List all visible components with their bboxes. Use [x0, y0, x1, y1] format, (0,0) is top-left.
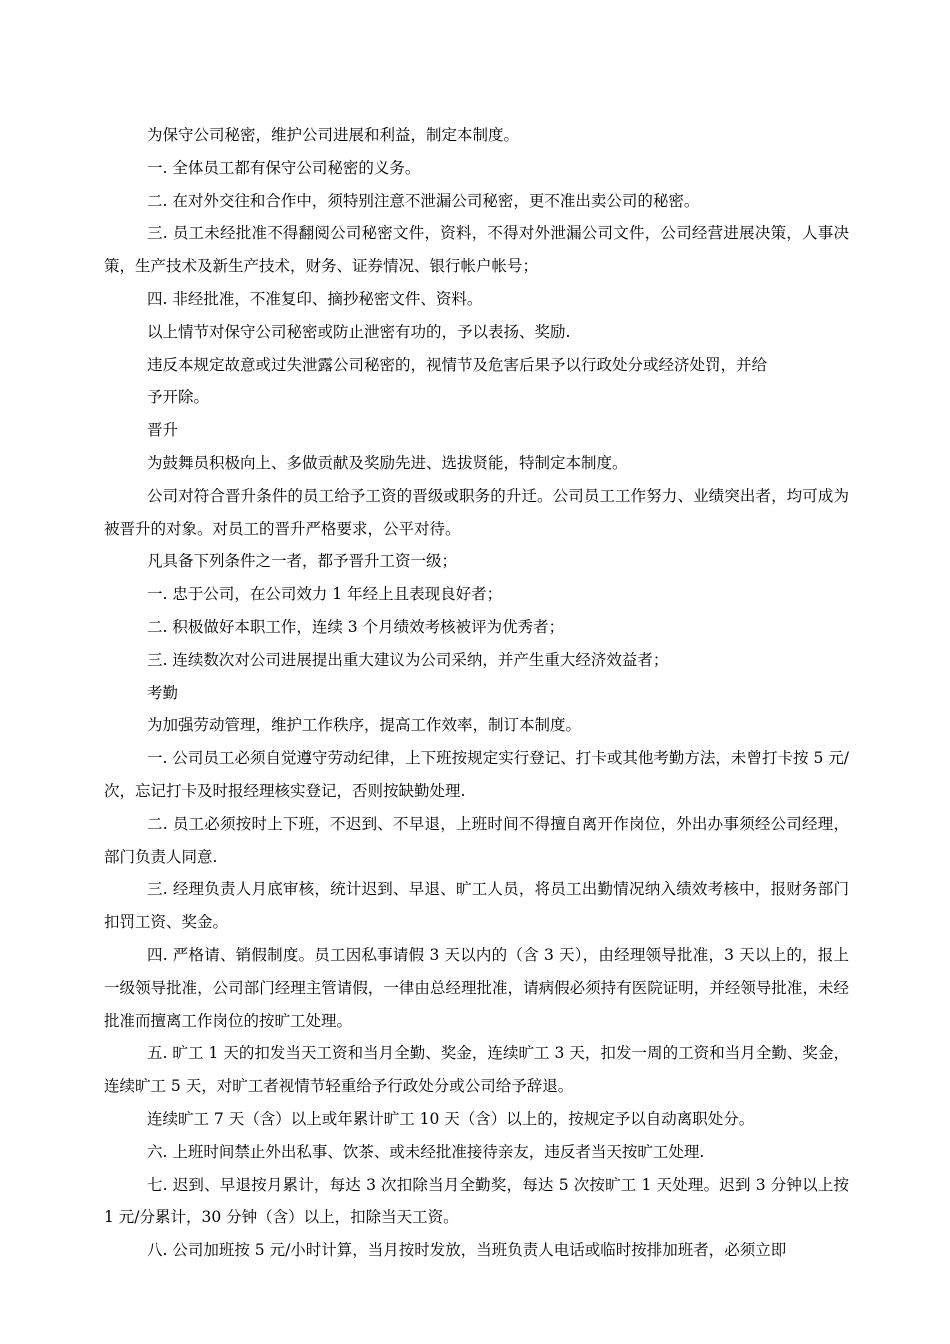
intro-paragraph: 为保守公司秘密，维护公司进展和利益，制定本制度。	[147, 126, 520, 144]
paragraph: 予开除。	[147, 388, 210, 407]
list-item: 四. 严格请、销假制度。员工因私事请假 3 天以内的（含 3 天），由经理领导批准，3 天以上的，报上一级领导批准，公司部门经理主管请假，一律由总经理批准，请病假必须持有医院证明，并经领导批准，未经批准而擅离工作岗位的按旷工处理。	[104, 945, 849, 1030]
list-item: 一. 全体员工都有保守公司秘密的义务。	[147, 158, 421, 177]
paragraph: 连续旷工 7 天（含）以上或年累计旷工 10 天（含）以上的，按规定予以自动离职处分。	[147, 1109, 755, 1128]
paragraph: 为加强劳动管理，维护工作秩序，提高工作效率，制订本制度。	[147, 716, 582, 735]
paragraph: 凡具备下列条件之一者，都予晋升工资一级；	[147, 552, 458, 571]
list-item: 八. 公司加班按 5 元/小时计算，当月按时发放，当班负责人电话或临时按排加班者，必须立即	[147, 1241, 787, 1260]
list-item: 二. 积极做好本职工作，连续 3 个月绩效考核被评为优秀者；	[147, 617, 565, 636]
paragraph: 公司对符合晋升条件的员工给予工资的晋级或职务的升迁。公司员工工作努力、业绩突出者，均可成为被晋升的对象。对员工的晋升严格要求，公平对待。	[104, 486, 849, 538]
paragraph: 以上情节对保守公司秘密或防止泄密有功的，予以表扬、奖励.	[147, 322, 571, 341]
paragraph: 违反本规定故意或过失泄露公司秘密的，视情节及危害后果予以行政处分或经济处罚，并给	[147, 355, 768, 374]
paragraph: 为鼓舞员积极向上、多做贡献及奖励先进、选拔贤能，特制定本制度。	[147, 453, 628, 472]
list-item: 一. 忠于公司，在公司效力 1 年经上且表现良好者；	[147, 585, 503, 604]
list-item: 三. 连续数次对公司进展提出重大建议为公司采纳，并产生重大经济效益者；	[147, 650, 669, 669]
list-item: 五. 旷工 1 天的扣发当天工资和当月全勤、奖金，连续旷工 3 天，扣发一周的工资和当月全勤、奖金，连续旷工 5 天，对旷工者视情节轻重给予行政处分或公司给予辞退。	[104, 1044, 849, 1096]
list-item: 二. 员工必须按时上下班，不迟到、不早退，上班时间不得擅自离开作岗位，外出办事须经公司经理，部门负责人同意.	[104, 814, 849, 866]
list-item: 二. 在对外交往和合作中，须特别注意不泄漏公司秘密，更不准出卖公司的秘密。	[147, 191, 700, 210]
list-item: 六. 上班时间禁止外出私事、饮茶、或未经批准接待亲友，违反者当天按旷工处理.	[147, 1142, 705, 1161]
section-heading-attendance: 考勤	[147, 683, 179, 702]
list-item: 一. 公司员工必须自觉遵守劳动纪律，上下班按规定实行登记、打卡或其他考勤方法，未曾打卡按 5 元/次，忘记打卡及时报经理核实登记，否则按缺勤处理.	[104, 749, 849, 800]
document-body	[104, 119, 849, 1267]
list-item: 三. 经理负责人月底审核，统计迟到、早退、旷工人员，将员工出勤情况纳入绩效考核中，报财务部门扣罚工资、奖金。	[104, 880, 849, 932]
section-heading-promotion: 晋升	[147, 421, 179, 440]
list-item: 七. 迟到、早退按月累计，每达 3 次扣除当月全勤奖，每达 5 次按旷工 1 天处理。迟到 3 分钟以上按 1 元/分累计，30 分钟（含）以上，扣除当天工资。	[104, 1175, 849, 1227]
list-item: 三. 员工未经批准不得翻阅公司秘密文件，资料，不得对外泄漏公司文件，公司经营进展决策，人事决策，生产技术及新生产技术，财务、证券情况、银行帐户帐号；	[104, 224, 849, 276]
list-item: 四. 非经批准，不准复印、摘抄秘密文件、资料。	[147, 289, 483, 308]
